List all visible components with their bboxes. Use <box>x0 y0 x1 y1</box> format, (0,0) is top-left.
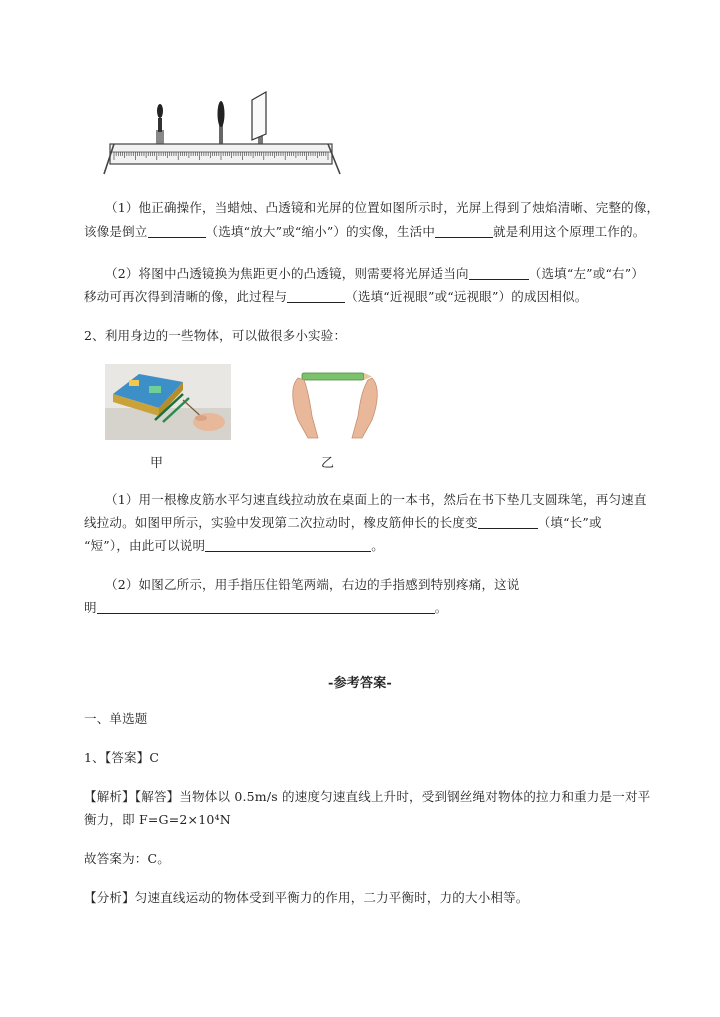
conclusion: 故答案为：C。 <box>84 851 170 866</box>
q1-part2-line1: （2）将图中凸透镜换为焦距更小的凸透镜，则需要将光屏适当向 （选填“左”或“右”） <box>105 266 645 281</box>
q2-part1-line2: 线拉动。如图甲所示，实验中发现第二次拉动时，橡皮筋伸长的长度变 （填“长”或 <box>84 515 602 530</box>
answer-1-head: 1、【答案】C <box>84 750 160 765</box>
analysis-line1: 【解析】【解答】当物体以 0.5m/s 的速度匀速直线上升时，受到钢丝绳对物体的拉力和重力是一对平 <box>84 789 651 804</box>
answer-blank[interactable] <box>205 537 371 552</box>
candle-flame-icon <box>157 104 163 118</box>
section-heading: 一、单选题 <box>84 711 148 726</box>
q1-part1-line1: （1）他正确操作，当蜡烛、凸透镜和光屏的位置如图所示时，光屏上得到了烛焰清晰、完整的像， <box>105 200 660 215</box>
figure-jia-book-experiment <box>105 364 231 440</box>
q2-part2-line2: 明 。 <box>84 600 448 615</box>
q2-intro: 2、利用身边的一些物体，可以做很多小实验： <box>84 328 347 343</box>
candle-holder <box>156 130 164 144</box>
light-screen <box>252 92 266 140</box>
optical-bench-figure <box>100 86 350 178</box>
analysis-line2: 衡力，即 F=G=2×10⁴N <box>84 812 231 827</box>
answer-blank[interactable] <box>435 223 493 238</box>
answer-blank[interactable] <box>97 599 435 614</box>
fenxi: 【分析】匀速直线运动的物体受到平衡力的作用，二力平衡时，力的大小相等。 <box>84 890 529 905</box>
right-hand-icon <box>352 378 377 438</box>
q1-part1-line2: 该像是倒立 （选填“放大”或“缩小”）的实像，生活中 就是利用这个原理工作的。 <box>84 224 646 239</box>
answer-blank[interactable] <box>287 288 345 303</box>
q2-part1-line1: （1）用一根橡皮筋水平匀速直线拉动放在桌面上的一本书，然后在书下垫几支圆珠笔，再匀速直 <box>105 492 647 507</box>
answer-blank[interactable] <box>148 223 206 238</box>
figure-caption-yi: 乙 <box>321 456 335 471</box>
q1-part2-line2: 移动可再次得到清晰的像，此过程与 （选填“近视眼”或“远视眼”）的成因相似。 <box>84 289 588 304</box>
left-hand-icon <box>293 378 318 438</box>
answer-blank[interactable] <box>469 265 529 280</box>
answers-title: -参考答案- <box>328 676 392 691</box>
q2-part2-line1: （2）如图乙所示，用手指压住铅笔两端，右边的手指感到特别疼痛，这说 <box>105 577 520 592</box>
answer-blank[interactable] <box>478 514 538 529</box>
convex-lens-icon <box>218 101 225 127</box>
candle <box>158 118 162 132</box>
q2-part1-line3: “短”），由此可以说明 。 <box>84 538 384 553</box>
figure-yi-pencil-experiment <box>288 368 382 440</box>
figure-caption-jia: 甲 <box>150 456 164 471</box>
pencil-icon <box>302 373 364 380</box>
